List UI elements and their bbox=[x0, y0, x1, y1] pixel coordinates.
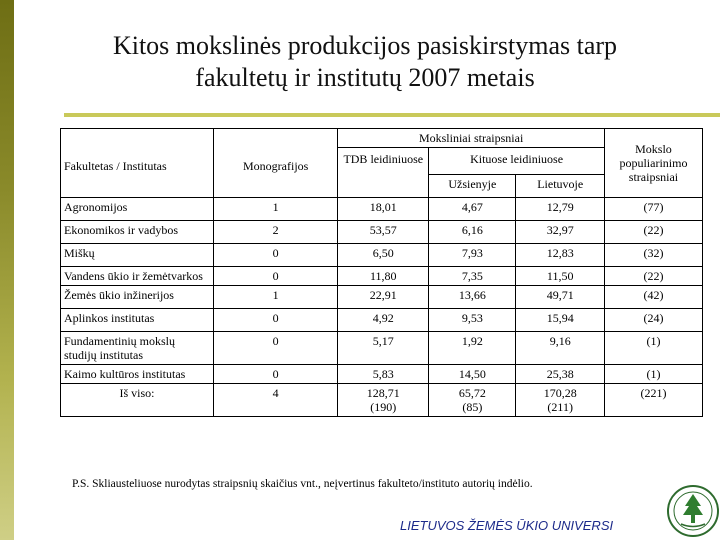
header-row-1 bbox=[61, 129, 703, 148]
row-abroad: 7,35 bbox=[429, 267, 516, 286]
total-lithuania-count: (211) bbox=[547, 400, 573, 414]
publications-table bbox=[60, 128, 703, 417]
row-name: Fundamentinių mokslų studijų institutas bbox=[61, 332, 214, 365]
table-row bbox=[61, 365, 703, 384]
row-abroad: 6,16 bbox=[429, 221, 516, 244]
row-name: Ekonomikos ir vadybos bbox=[61, 221, 214, 244]
row-popular: (77) bbox=[604, 198, 702, 221]
title-line-2: fakultetų ir institutų 2007 metais bbox=[195, 63, 535, 92]
university-seal-icon bbox=[666, 484, 720, 538]
header-articles-group: Moksliniai straipsniai bbox=[338, 129, 605, 148]
row-abroad: 4,67 bbox=[429, 198, 516, 221]
title-line-1: Kitos mokslinės produkcijos pasiskirstymas tarp bbox=[112, 31, 618, 60]
row-tdb: 22,91 bbox=[338, 286, 429, 309]
row-abroad: 1,92 bbox=[429, 332, 516, 365]
total-row bbox=[61, 384, 703, 417]
row-popular: (1) bbox=[604, 365, 702, 384]
header-other-pubs: Kituose leidiniuose bbox=[429, 148, 605, 175]
row-tdb: 11,80 bbox=[338, 267, 429, 286]
table-row bbox=[61, 198, 703, 221]
row-name: Miškų bbox=[61, 244, 214, 267]
row-lithuania: 49,71 bbox=[516, 286, 604, 309]
total-lithuania: 170,28 bbox=[543, 386, 577, 400]
left-accent-bar bbox=[0, 0, 14, 540]
header-tdb: TDB leidiniuose bbox=[338, 148, 429, 198]
row-lithuania: 32,97 bbox=[516, 221, 604, 244]
row-tdb: 4,92 bbox=[338, 309, 429, 332]
row-tdb: 53,57 bbox=[338, 221, 429, 244]
university-footer: LIETUVOS ŽEMĖS ŪKIO UNIVERSI bbox=[400, 518, 614, 533]
row-abroad: 7,93 bbox=[429, 244, 516, 267]
row-monographs: 1 bbox=[214, 286, 338, 309]
row-monographs: 0 bbox=[214, 244, 338, 267]
row-lithuania: 12,79 bbox=[516, 198, 604, 221]
table-row bbox=[61, 267, 703, 286]
row-lithuania: 11,50 bbox=[516, 267, 604, 286]
row-tdb: 18,01 bbox=[338, 198, 429, 221]
row-abroad: 14,50 bbox=[429, 365, 516, 384]
total-label: Iš viso: bbox=[61, 384, 214, 417]
row-popular: (22) bbox=[604, 221, 702, 244]
title-divider bbox=[64, 113, 720, 117]
page-title bbox=[30, 30, 700, 94]
row-monographs: 0 bbox=[214, 332, 338, 365]
row-popular: (32) bbox=[604, 244, 702, 267]
table-row bbox=[61, 309, 703, 332]
footnote: P.S. Skliausteliuose nurodytas straipsnių skaičius vnt., neįvertinus fakulteto/instituto autorių indėlio. bbox=[72, 478, 533, 490]
row-popular: (42) bbox=[604, 286, 702, 309]
total-tdb-count: (190) bbox=[370, 400, 397, 414]
row-popular: (22) bbox=[604, 267, 702, 286]
total-abroad: 65,72 bbox=[458, 386, 486, 400]
table-row bbox=[61, 221, 703, 244]
header-abroad: Užsienyje bbox=[429, 175, 516, 198]
row-popular: (1) bbox=[604, 332, 702, 365]
table-row bbox=[61, 332, 703, 365]
row-tdb: 6,50 bbox=[338, 244, 429, 267]
row-name: Vandens ūkio ir žemėtvarkos bbox=[61, 267, 214, 286]
row-monographs: 0 bbox=[214, 267, 338, 286]
row-popular: (24) bbox=[604, 309, 702, 332]
row-tdb: 5,17 bbox=[338, 332, 429, 365]
row-monographs: 0 bbox=[214, 309, 338, 332]
total-abroad-count: (85) bbox=[462, 400, 483, 414]
total-monographs: 4 bbox=[214, 384, 338, 417]
row-monographs: 1 bbox=[214, 198, 338, 221]
row-lithuania: 25,38 bbox=[516, 365, 604, 384]
header-popular: Mokslo populiarinimo straipsniai bbox=[604, 129, 702, 198]
row-abroad: 13,66 bbox=[429, 286, 516, 309]
total-tdb-cell bbox=[338, 384, 429, 417]
header-lithuania: Lietuvoje bbox=[516, 175, 604, 198]
total-abroad-cell bbox=[429, 384, 516, 417]
row-lithuania: 15,94 bbox=[516, 309, 604, 332]
row-name: Aplinkos institutas bbox=[61, 309, 214, 332]
row-name: Agronomijos bbox=[61, 198, 214, 221]
header-monographs: Monografijos bbox=[214, 129, 338, 198]
row-tdb: 5,83 bbox=[338, 365, 429, 384]
header-faculty: Fakultetas / Institutas bbox=[61, 129, 214, 198]
total-lithuania-cell bbox=[516, 384, 604, 417]
table-row bbox=[61, 244, 703, 267]
total-tdb: 128,71 bbox=[366, 386, 400, 400]
row-name: Kaimo kultūros institutas bbox=[61, 365, 214, 384]
row-lithuania: 12,83 bbox=[516, 244, 604, 267]
row-abroad: 9,53 bbox=[429, 309, 516, 332]
row-name: Žemės ūkio inžinerijos bbox=[61, 286, 214, 309]
table-row bbox=[61, 286, 703, 309]
row-monographs: 2 bbox=[214, 221, 338, 244]
row-lithuania: 9,16 bbox=[516, 332, 604, 365]
row-monographs: 0 bbox=[214, 365, 338, 384]
total-popular: (221) bbox=[604, 384, 702, 417]
